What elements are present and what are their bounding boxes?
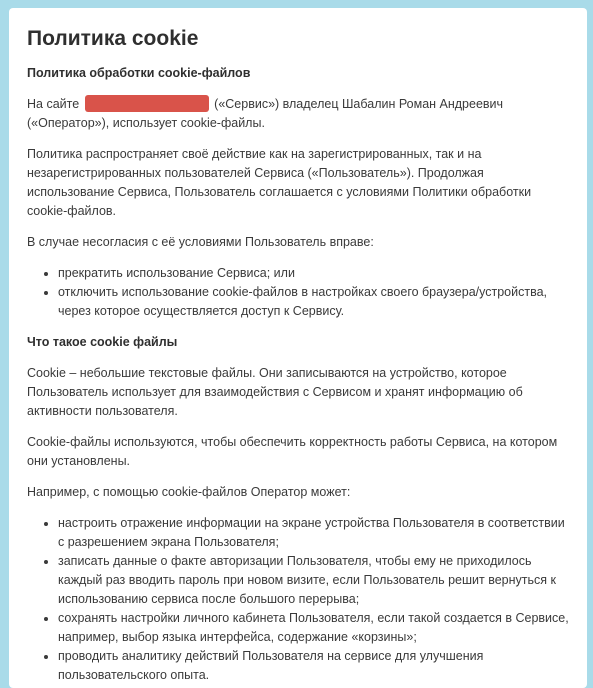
list-item: • прекратить использование Сервиса; или — [58, 264, 569, 283]
scope-paragraph: Политика распространяет своё действие как на зарегистрированных, так и на незарегистрированных пользователей Сервиса («Пользователь»). Продолжая использование Сервиса, Пользователь соглашается с условиями Политики обработки cookie-файлов. — [27, 147, 532, 218]
example-intro-paragraph: Например, с помощью cookie-файлов Оператор может: — [27, 485, 351, 499]
redacted-site-name — [85, 95, 209, 112]
user-rights-list — [27, 264, 569, 321]
list-item: • отключить использование cookie-файлов в настройках своего браузера/устройства, через которое осуществляется доступ к Сервису. — [58, 283, 569, 321]
intro-paragraph — [27, 95, 569, 133]
cookies-usage-paragraph: Cookie-файлы используются, чтобы обеспечить корректность работы Сервиса, на котором они установлены. — [27, 435, 558, 468]
intro-text-after: («Сервис») владелец Шабалин Роман Андреевич («Оператор»), использует cookie-файлы. — [27, 97, 504, 130]
list-item: • сохранять настройки личного кабинета Пользователя, если такой создается в Сервисе, например, выбор языка интерфейса, содержание «корзины»; — [58, 609, 569, 647]
list-item: • записать данные о факте авторизации Пользователя, чтобы ему не приходилось каждый раз вводить пароль при новом визите, если Пользователь решит вернуться к использованию сервиса после большого перерыва; — [58, 552, 569, 609]
disagree-paragraph: В случае несогласия с её условиями Пользователь вправе: — [27, 235, 374, 249]
section-heading-cookie-processing: Политика обработки cookie-файлов — [27, 66, 251, 80]
list-item: • настроить отражение информации на экране устройства Пользователя в соответствии с разрешением экрана Пользователя; — [58, 514, 569, 552]
section-heading-what-are-cookies: Что такое cookie файлы — [27, 335, 178, 349]
what-are-cookies-paragraph: Cookie – небольшие текстовые файлы. Они записываются на устройство, которое Пользователь использует для взаимодействия с Сервисом и хранят информацию об активности пользователя. — [27, 366, 523, 418]
intro-text-before: На сайте — [27, 97, 80, 111]
page-title: Политика cookie — [27, 27, 199, 50]
list-item: • проводить аналитику действий Пользователя на сервисе для улучшения пользовательского опыта. — [58, 647, 569, 685]
operator-capabilities-list — [27, 514, 569, 685]
cookie-policy-card — [9, 8, 587, 688]
